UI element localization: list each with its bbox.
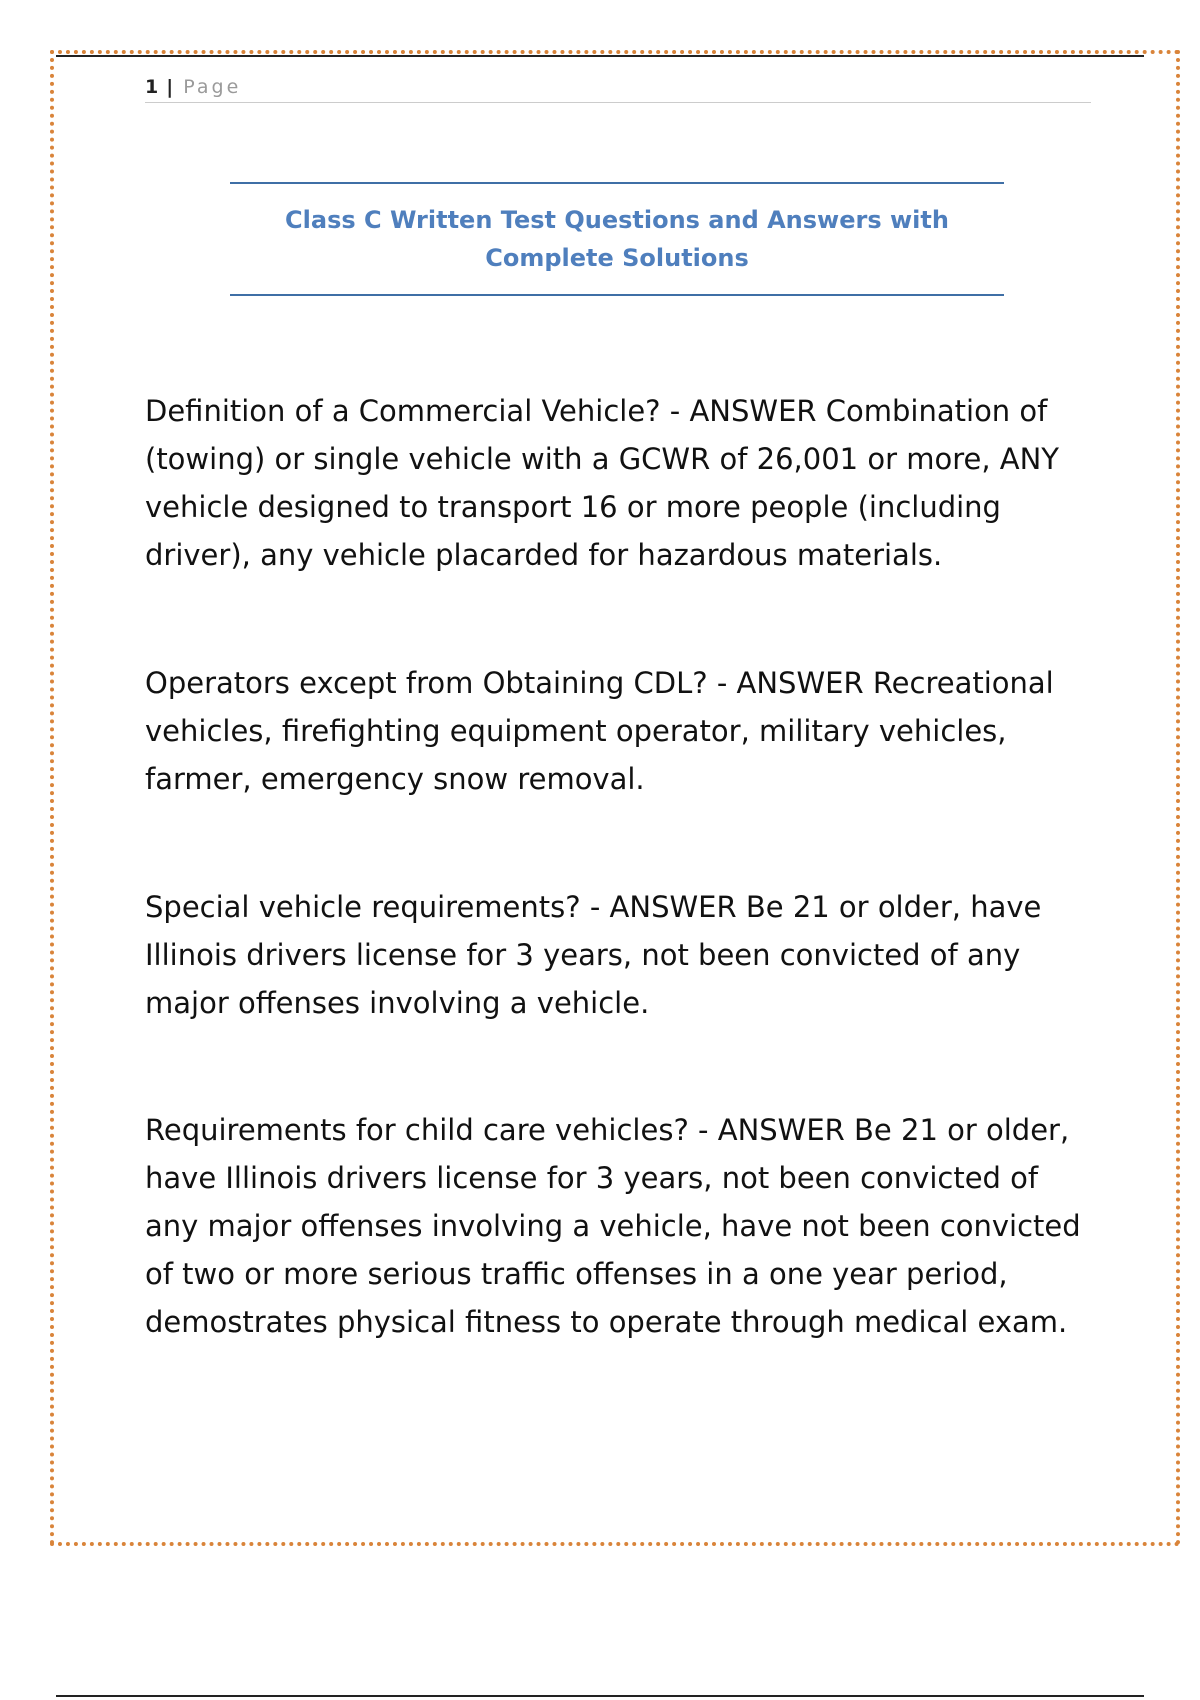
title-block <box>230 182 1004 296</box>
top-rule <box>56 55 1144 57</box>
page-separator: | <box>166 76 174 98</box>
qa-item-cdl-exemptions: Operators except from Obtaining CDL? - ANSWER Recreational vehicles, firefighting equipment operator, military vehicles, farmer, emergency snow removal. <box>145 666 1054 796</box>
page-label: Page <box>183 76 242 98</box>
qa-item-commercial-vehicle: Definition of a Commercial Vehicle? - ANSWER Combination of (towing) or single vehicle with a GCWR of 26,001 or more, ANY vehicle designed to transport 16 or more people (including driver), any vehicle placarded for hazardous materials. <box>145 394 1060 572</box>
bottom-rule <box>56 1695 1144 1697</box>
document-title: Class C Written Test Questions and Answers with Complete Solutions <box>285 206 949 272</box>
page-number: 1 <box>145 76 159 98</box>
page-header <box>145 74 1091 103</box>
qa-item-special-vehicle: Special vehicle requirements? - ANSWER Be 21 or older, have Illinois drivers license for 3 years, not been convicted of any major offenses involving a vehicle. <box>145 890 1042 1020</box>
qa-item-child-care-vehicle: Requirements for child care vehicles? - ANSWER Be 21 or older, have Illinois drivers license for 3 years, not been convicted of any major offenses involving a vehicle, have not been convicted of two or more serious traffic offenses in a one year period, demostrates physical fitness to operate through medical exam. <box>145 1113 1081 1339</box>
